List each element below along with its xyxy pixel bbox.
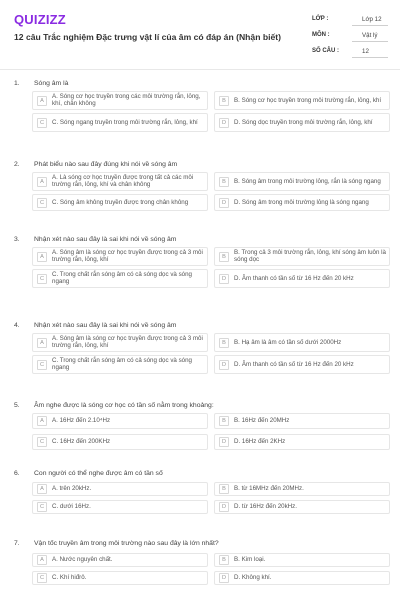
question-text: Con người có thể nghe được âm có tần số	[34, 470, 163, 477]
option-letter-box: A	[37, 96, 47, 106]
option-text: B. Trong cả 3 môi trường rắn, lỏng, khí sóng âm luôn là sóng dọc	[234, 248, 386, 264]
answer-option-a[interactable]	[32, 333, 208, 352]
option-text: D. Sóng dọc truyền trong môi trường rắn, lỏng, khí	[234, 118, 373, 126]
option-text: B. Sóng âm trong môi trường lỏng, rắn là sóng ngang	[234, 177, 381, 185]
option-text: D. Âm thanh có tần số từ 16 Hz đến 20 kHz	[234, 360, 354, 368]
option-letter-box: C	[37, 360, 47, 370]
option-text: C. Sóng âm không truyền được trong chân không	[52, 198, 189, 206]
answer-option-a[interactable]	[32, 413, 208, 429]
question-number: 6.	[14, 470, 20, 477]
answer-option-b[interactable]	[214, 413, 390, 429]
question-text: Nhận xét nào sau đây là sai khi nói về sóng âm	[34, 236, 177, 243]
option-text: A. trên 20kHz.	[52, 485, 92, 493]
option-text: C. Trong chất rắn sóng âm có cả sóng dọc và sóng ngang	[52, 270, 192, 286]
question-number: 5.	[14, 402, 20, 409]
option-letter-box: A	[37, 252, 47, 262]
worksheet-title: 12 câu Trắc nghiệm Đặc trưng vật lí của âm có đáp án (Nhận biết)	[14, 32, 281, 42]
option-text: B. từ 16MHz đến 20MHz.	[234, 485, 304, 493]
answer-option-d[interactable]	[214, 113, 390, 132]
option-letter-box: A	[37, 484, 47, 494]
option-letter-box: A	[37, 555, 47, 565]
option-text: C. Khí hiđrô.	[52, 574, 87, 582]
option-letter-box: B	[219, 252, 229, 262]
answer-option-b[interactable]	[214, 247, 390, 266]
answer-option-d[interactable]	[214, 269, 390, 288]
option-letter-box: C	[37, 502, 47, 512]
option-letter-box: B	[219, 338, 229, 348]
option-text: D. Âm thanh có tần số từ 16 Hz đến 20 kHz	[234, 274, 354, 282]
answer-option-b[interactable]	[214, 172, 390, 191]
option-text: A. Sóng âm là sóng cơ học truyền được trong cả 3 môi trường rắn, lỏng, khí	[52, 334, 203, 350]
option-letter-box: A	[37, 416, 47, 426]
answer-option-d[interactable]	[214, 500, 390, 514]
header-divider	[0, 69, 400, 70]
answer-option-a[interactable]	[32, 247, 208, 266]
question-number: 4.	[14, 322, 20, 329]
question-number: 3.	[14, 236, 20, 243]
meta-label-subject: MÔN :	[312, 32, 330, 38]
option-letter-box: C	[37, 198, 47, 208]
question-text: Phát biểu nào sau đây đúng khi nói về sóng âm	[34, 161, 178, 168]
option-letter-box: C	[37, 118, 47, 128]
option-text: C. Sóng ngang truyền trong môi trường rắn, lỏng, khí	[52, 118, 198, 126]
answer-option-d[interactable]	[214, 434, 390, 450]
meta-row-class	[312, 14, 392, 30]
option-letter-box: B	[219, 555, 229, 565]
option-text: B. 16Hz đến 20MHz	[234, 417, 290, 425]
option-text: C. Trong chất rắn sóng âm có cả sóng dọc và sóng ngang	[52, 356, 192, 372]
answer-option-b[interactable]	[214, 553, 390, 567]
answer-option-c[interactable]	[32, 113, 208, 132]
option-text: D. Không khí.	[234, 574, 272, 582]
question-text: Âm nghe được là sóng cơ học có tần số nằm trong khoảng:	[34, 402, 214, 409]
option-text: B. Hạ âm là âm có tần số dưới 2000Hz	[234, 338, 342, 346]
question-number: 1.	[14, 80, 20, 87]
option-text: D. 16Hz đến 2KHz	[234, 438, 286, 446]
option-text: A. Là sóng cơ học truyền được trong tất cả các môi trường rắn, lỏng, khí và chân không	[52, 173, 194, 189]
answer-option-d[interactable]	[214, 355, 390, 374]
option-letter-box: B	[219, 96, 229, 106]
answer-option-c[interactable]	[32, 269, 208, 288]
option-letter-box: A	[37, 338, 47, 348]
option-letter-box: B	[219, 484, 229, 494]
option-text: A. Sóng âm là sóng cơ học truyền được trong cả 3 môi trường rắn, lỏng, khí	[52, 248, 203, 264]
answer-option-c[interactable]	[32, 434, 208, 450]
option-letter-box: D	[219, 274, 229, 284]
meta-row-count	[312, 46, 392, 62]
option-text: C. 16Hz đến 200KHz	[52, 438, 111, 446]
answer-option-b[interactable]	[214, 91, 390, 110]
option-letter-box: A	[37, 177, 47, 187]
option-text: B. Sóng cơ học truyền trong môi trường rắn, lỏng, khí	[234, 96, 382, 104]
worksheet-header	[0, 0, 400, 68]
question-text: Vận tốc truyền âm trong môi trường nào sau đây là lớn nhất?	[34, 540, 219, 547]
option-letter-box: D	[219, 198, 229, 208]
option-text: B. Kim loại.	[234, 556, 266, 564]
option-letter-box: C	[37, 274, 47, 284]
answer-option-a[interactable]	[32, 172, 208, 191]
answer-option-c[interactable]	[32, 355, 208, 374]
option-letter-box: D	[219, 573, 229, 583]
meta-value-class: Lớp 12	[352, 15, 388, 26]
answer-option-b[interactable]	[214, 333, 390, 352]
answer-option-c[interactable]	[32, 500, 208, 514]
option-letter-box: C	[37, 573, 47, 583]
question-number: 2.	[14, 161, 20, 168]
option-letter-box: C	[37, 437, 47, 447]
option-letter-box: D	[219, 437, 229, 447]
answer-option-a[interactable]	[32, 91, 208, 110]
option-text: C. dưới 16Hz.	[52, 503, 91, 511]
answer-option-c[interactable]	[32, 194, 208, 211]
option-text: D. Sóng âm trong môi trường lỏng là sóng ngang	[234, 198, 369, 206]
answer-option-a[interactable]	[32, 482, 208, 496]
answer-option-d[interactable]	[214, 571, 390, 585]
option-text: A. Sóng cơ học truyền trong các môi trường rắn, lỏng, khí, chân không	[52, 92, 201, 108]
answer-option-a[interactable]	[32, 553, 208, 567]
quizizz-logo[interactable]: QUIZIZZ	[14, 12, 66, 27]
meta-label-count: SỐ CÂU :	[312, 48, 339, 54]
option-letter-box: D	[219, 502, 229, 512]
answer-option-d[interactable]	[214, 194, 390, 211]
option-text: A. Nước nguyên chất.	[52, 556, 113, 564]
question-text: Nhận xét nào sau đây là sai khi nói về sóng âm	[34, 322, 177, 329]
question-number: 7.	[14, 540, 20, 547]
option-text: A. 16Hz đến 2.10⁴Hz	[52, 417, 111, 425]
meta-label-class: LỚP :	[312, 16, 329, 22]
answer-option-b[interactable]	[214, 482, 390, 496]
meta-value-count: 12	[352, 47, 388, 58]
option-letter-box: B	[219, 177, 229, 187]
worksheet-meta	[312, 14, 392, 62]
option-text: D. từ 16Hz đến 20kHz.	[234, 503, 297, 511]
option-letter-box: D	[219, 360, 229, 370]
meta-row-subject	[312, 30, 392, 46]
option-letter-box: D	[219, 118, 229, 128]
question-text: Sóng âm là	[34, 80, 69, 87]
meta-value-subject: Vật lý	[352, 31, 388, 42]
answer-option-c[interactable]	[32, 571, 208, 585]
option-letter-box: B	[219, 416, 229, 426]
